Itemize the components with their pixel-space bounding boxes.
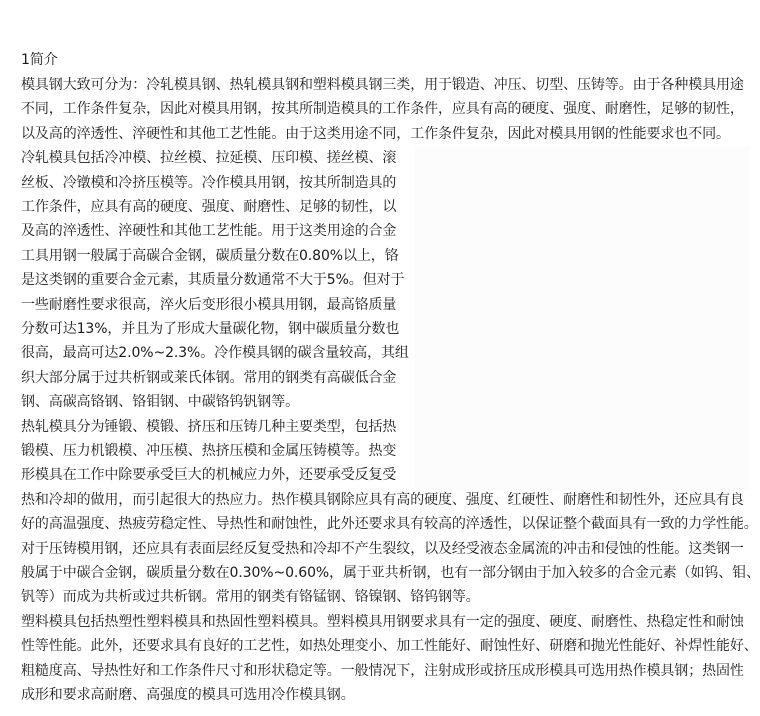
text-line: 及高的淬透性、淬硬性和其他工艺性能。用于这类用途的合金 xyxy=(21,223,397,240)
text-line: 是这类钢的重要合金元素，其质量分数通常不大于5%。但对于 xyxy=(21,272,405,289)
text-line: 钢、高碳高铬钢、铬钼钢、中碳铬钨钒钢等。 xyxy=(21,394,299,411)
text-line: 热轧模具分为锤锻、模锻、挤压和压铸几种主要类型，包括热 xyxy=(21,418,397,435)
text-line: 形模具在工作中除要承受巨大的机械应力外，还要承受反复受 xyxy=(21,467,397,484)
text-line: 以及高的淬透性、淬硬性和其他工艺性能。由于这类用途不同，工作条件复杂，因此对模具用钢的性能要求也不同。 xyxy=(21,125,730,142)
text-line: 工作条件，应具有高的硬度、强度、耐磨性、足够的韧性，以 xyxy=(21,199,397,215)
text-line: 一些耐磨性要求很高，淬火后变形很小模具用钢，最高铬质量 xyxy=(21,296,397,313)
text-line: 工具用钢一般属于高碳合金钢，碳质量分数在0.80%以上，铬 xyxy=(21,247,399,264)
text-line: 好的高温强度、热疲劳稳定性、导热性和耐蚀性，此外还要求具有较高的淬透性，以保证整个截面具有一致的力学性能。 xyxy=(21,516,758,533)
text-line: 不同，工作条件复杂，因此对模具用钢，按其所制造模具的工作条件，应具有高的硬度、强度、耐磨性，足够的韧性， xyxy=(21,101,744,118)
text-line: 粗糙度高、导热性好和工作条件尺寸和形状稳定等。一般情况下，注射成形或挤压成形模具可选用热作模具钢；热固性 xyxy=(21,662,744,679)
text-line: 织大部分属于过共析钢或莱氏体钢。常用的钢类有高碳低合金 xyxy=(21,369,397,386)
blank-image-area xyxy=(415,146,750,490)
text-line: 模具钢大致可分为：冷轧模具钢、热轧模具钢和塑料模具钢三类，用于锻造、冲压、切型、压铸等。由于各种模具用途 xyxy=(21,77,744,93)
text-line: 锻模、压力机锻模、冲压模、热挤压模和金属压铸模等。热变 xyxy=(21,443,397,459)
text-line: 成形和要求高耐磨、高强度的模具可选用冷作模具钢。 xyxy=(21,687,355,703)
text-line: 对于压铸模用钢，还应具有表面层经反复受热和冷却不产生裂纹，以及经受液态金属流的冲击和侵蚀的性能。这类钢一 xyxy=(21,540,744,557)
text-line: 分数可达13%，并且为了形成大量碳化物，钢中碳质量分数也 xyxy=(21,321,400,337)
text-line: 很高，最高可达2.0%~2.3%。冷作模具钢的碳含量较高，其组 xyxy=(21,345,409,362)
text-line: 般属于中碳合金钢，碳质量分数在0.30%~0.60%，属于亚共析钢，也有一部分钢由于加入较多的合金元素（如钨、钼、 xyxy=(21,565,760,581)
section-heading: 1简介 xyxy=(21,52,58,68)
text-line: 性等性能。此外，还要求具有良好的工艺性，如热处理变小、加工性能好、耐蚀性好、研磨和抛光性能好、补焊性能好、 xyxy=(21,638,758,655)
text-line: 冷轧模具包括冷冲模、拉丝模、拉延模、压印模、搓丝模、滚 xyxy=(21,150,397,167)
text-line: 热和冷却的做用，而引起很大的热应力。热作模具钢除应具有高的硬度、强度、红硬性、耐磨性和韧性外，还应具有良 xyxy=(21,491,744,508)
text-line: 丝板、冷镦模和冷挤压模等。冷作模具用钢，按其所制造具的 xyxy=(21,174,397,191)
text-line: 塑料模具包括热塑性塑料模具和热固性塑料模具。塑料模具用钢要求具有一定的强度、硬度、耐磨性、热稳定性和耐蚀 xyxy=(21,613,744,630)
text-line: 钒等）而成为共析或过共析钢。常用的钢类有铬锰钢、铬镍钢、铬钨钢等。 xyxy=(21,589,480,606)
